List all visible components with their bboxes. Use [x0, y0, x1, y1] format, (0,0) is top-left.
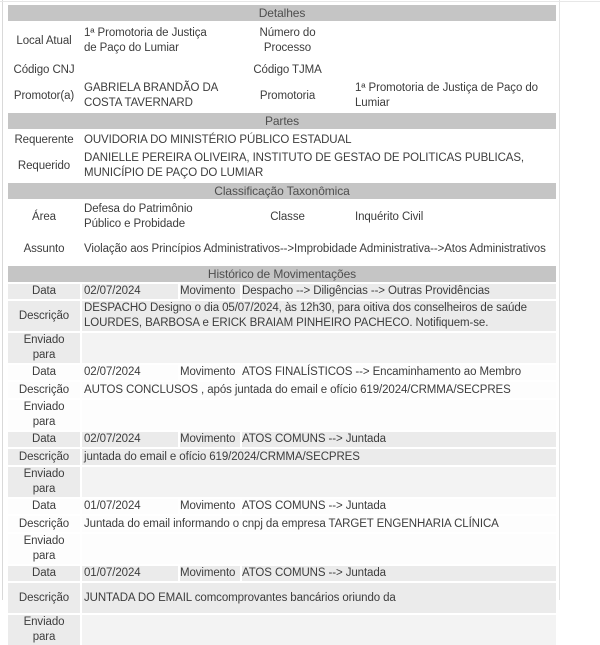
assunto-value: Violação aos Princípios Administrativos-->Improbidade Administrativa-->Atos Administrativos [82, 235, 556, 264]
requerente-value: OUVIDORIA DO MINISTÉRIO PÚBLICO ESTADUAL [82, 131, 556, 149]
data-label: Data [8, 566, 80, 581]
classificacao-row-assunto [8, 235, 556, 264]
movement-4-sent-to-row [8, 534, 556, 564]
movimento-label: Movimento [180, 365, 240, 380]
classificacao-row-area [8, 201, 556, 233]
movement-5-sent-to-row [8, 615, 556, 645]
movement-sent-to [82, 333, 556, 363]
movement-2-sent-to-row [8, 400, 556, 430]
movement-description: juntada do email e ofício 619/2024/CRMMA/SECPRES [82, 449, 556, 465]
codigo-tjma-value [353, 61, 556, 79]
section-header-classificacao: Classificação Taxonômica [8, 183, 556, 199]
descricao-label: Descrição [8, 301, 80, 331]
section-header-partes: Partes [8, 113, 556, 129]
movement-path: ATOS COMUNS --> Juntada [242, 499, 556, 514]
movement-sent-to [82, 615, 556, 645]
codigo-cnj-value [82, 61, 222, 79]
movement-1-description-row [8, 301, 556, 331]
requerido-value: DANIELLE PEREIRA OLIVEIRA, INSTITUTO DE GESTAO DE POLITICAS PUBLICAS, MUNICÍPIO DE PAÇO DO LUMIAR [82, 151, 556, 181]
promotor-label: Promotor(a) [8, 81, 80, 111]
movement-date: 01/07/2024 [82, 499, 178, 514]
movement-5-data-row [8, 566, 556, 581]
data-label: Data [8, 499, 80, 514]
movement-4-data-row [8, 499, 556, 514]
movement-description: DESPACHO Designo o dia 05/07/2024, às 12h30, para oitiva dos conselheiros de saúde LOURDES, BARBOSA e ERICK BRAIAM PINHEIRO PACHECO. Notifiquem-se. [82, 301, 556, 331]
codigo-tjma-label: Código TJMA [224, 61, 351, 79]
enviado-para-label: Enviado para [8, 333, 80, 363]
movement-sent-to [82, 534, 556, 564]
descricao-label: Descrição [8, 449, 80, 465]
classe-value: Inquérito Civil [353, 201, 556, 233]
local-atual-label: Local Atual [8, 23, 80, 59]
enviado-para-label: Enviado para [8, 400, 80, 430]
movement-3-data-row [8, 432, 556, 447]
area-label: Área [8, 201, 80, 233]
movement-path: ATOS COMUNS --> Juntada [242, 566, 556, 581]
movement-description: AUTOS CONCLUSOS , após juntada do email e ofício 619/2024/CRMMA/SECPRES [82, 382, 556, 398]
detalhes-row-local-atual [8, 23, 556, 59]
movement-date: 01/07/2024 [82, 566, 178, 581]
local-atual-value: 1ª Promotoria de Justiça de Paço do Lumiar [82, 23, 222, 59]
section-header-detalhes: Detalhes [8, 5, 556, 21]
partes-row-requerente [8, 131, 556, 149]
movement-1-sent-to-row [8, 333, 556, 363]
right-border-line [559, 0, 560, 600]
area-value: Defesa do Patrimônio Público e Probidade [82, 201, 222, 233]
promotor-value: GABRIELA BRANDÃO DA COSTA TAVERNARD [82, 81, 222, 111]
movement-path: ATOS COMUNS --> Juntada [242, 432, 556, 447]
movement-sent-to [82, 400, 556, 430]
codigo-cnj-label: Código CNJ [8, 61, 80, 79]
classe-label: Classe [224, 201, 351, 233]
movement-2-data-row [8, 365, 556, 380]
movement-3-sent-to-row [8, 467, 556, 497]
partes-row-requerido [8, 151, 556, 181]
data-label: Data [8, 365, 80, 380]
enviado-para-label: Enviado para [8, 467, 80, 497]
movement-4-description-row [8, 516, 556, 532]
numero-processo-value [353, 23, 556, 59]
enviado-para-label: Enviado para [8, 534, 80, 564]
movimento-label: Movimento [180, 284, 240, 299]
process-details-page [8, 0, 556, 645]
movimento-label: Movimento [180, 499, 240, 514]
requerente-label: Requerente [8, 131, 80, 149]
promotoria-value: 1ª Promotoria de Justiça de Paço do Lumiar [353, 81, 556, 111]
top-border-line [0, 1, 600, 2]
detalhes-row-promotor [8, 81, 556, 111]
descricao-label: Descrição [8, 583, 80, 613]
requerido-label: Requerido [8, 151, 80, 181]
movement-2-description-row [8, 382, 556, 398]
movement-path: ATOS FINALÍSTICOS --> Encaminhamento ao Membro [242, 365, 556, 380]
movimento-label: Movimento [180, 432, 240, 447]
movement-date: 02/07/2024 [82, 365, 178, 380]
movement-description: Juntada do email informando o cnpj da empresa TARGET ENGENHARIA CLÍNICA [82, 516, 556, 532]
promotoria-label: Promotoria [224, 81, 351, 111]
descricao-label: Descrição [8, 516, 80, 532]
movement-1-data-row [8, 284, 556, 299]
movement-3-description-row [8, 449, 556, 465]
data-label: Data [8, 432, 80, 447]
enviado-para-label: Enviado para [8, 615, 80, 645]
movement-date: 02/07/2024 [82, 432, 178, 447]
numero-processo-label: Número do Processo [224, 23, 351, 59]
section-header-historico: Histórico de Movimentações [8, 266, 556, 282]
data-label: Data [8, 284, 80, 299]
left-border-line [2, 0, 3, 600]
movement-sent-to [82, 467, 556, 497]
movement-5-description-row [8, 583, 556, 613]
movement-date: 02/07/2024 [82, 284, 178, 299]
assunto-label: Assunto [8, 235, 80, 264]
movement-description: JUNTADA DO EMAIL comcomprovantes bancários oriundo da [82, 583, 556, 613]
movimento-label: Movimento [180, 566, 240, 581]
detalhes-row-codigos [8, 61, 556, 79]
movement-path: Despacho --> Diligências --> Outras Providências [242, 284, 556, 299]
descricao-label: Descrição [8, 382, 80, 398]
